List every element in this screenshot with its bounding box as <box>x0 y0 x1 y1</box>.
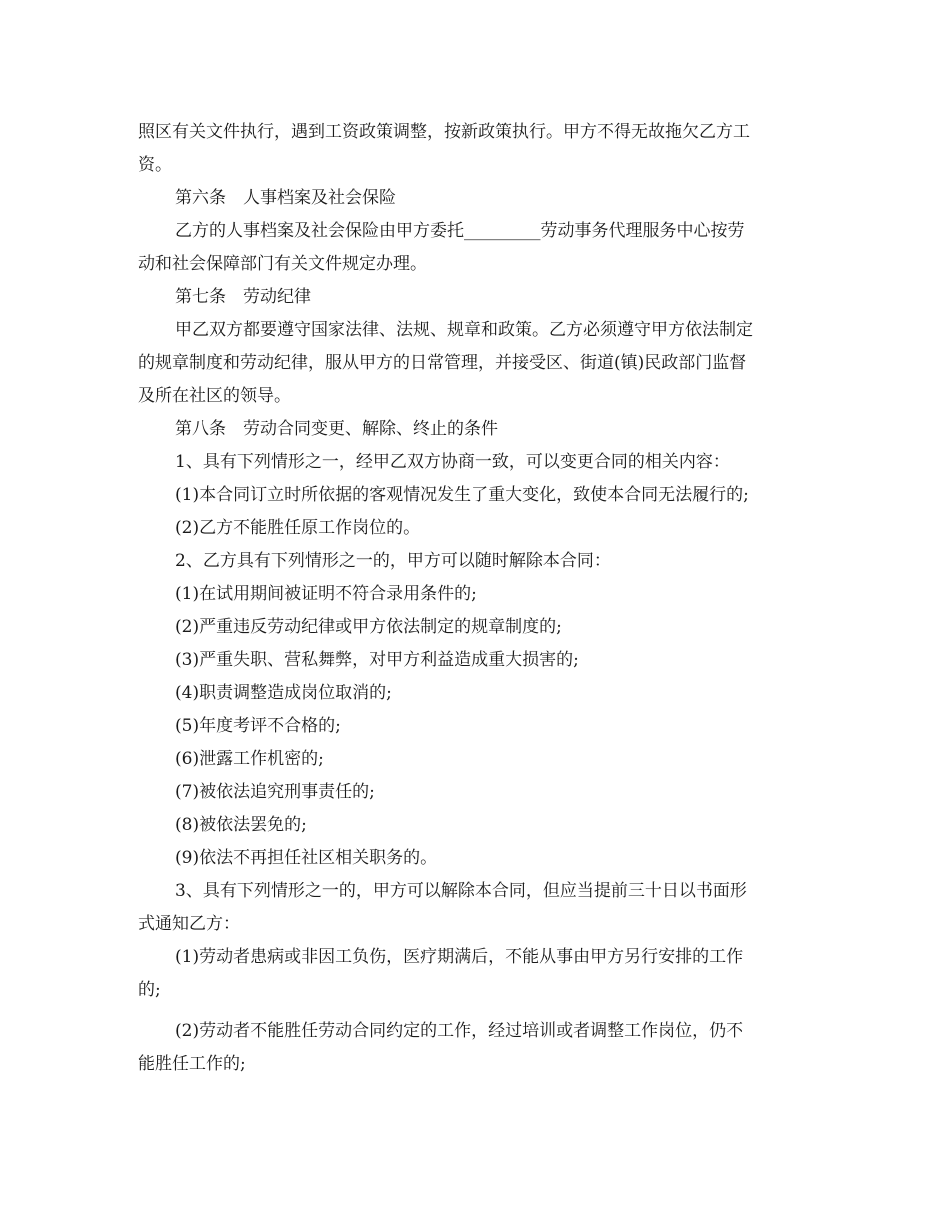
text-line: 照区有关文件执行，遇到工资政策调整，按新政策执行。甲方不得无故拖欠乙方工 <box>138 122 750 142</box>
text-line: 甲乙双方都要遵守国家法律、法规、规章和政策。乙方必须遵守甲方依法制定 <box>175 320 753 340</box>
text-line: 第六条 人事档案及社会保险 <box>175 188 396 208</box>
text-line: (2)乙方不能胜任原工作岗位的。 <box>175 518 421 538</box>
text-line: 能胜任工作的; <box>138 1054 246 1074</box>
text-line: 的; <box>138 980 161 1000</box>
text-line: (2)严重违反劳动纪律或甲方依法制定的规章制度的; <box>175 617 562 637</box>
text-line: 3、具有下列情形之一的，甲方可以解除本合同，但应当提前三十日以书面形 <box>175 881 747 901</box>
text-line: 的规章制度和劳动纪律，服从甲方的日常管理，并接受区、街道(镇)民政部门监督 <box>138 353 747 373</box>
text-line: 1、具有下列情形之一，经甲乙双方协商一致，可以变更合同的相关内容： <box>175 452 730 472</box>
text-line: 第七条 劳动纪律 <box>175 287 311 307</box>
text-line: (8)被依法罢免的; <box>175 815 307 835</box>
text-line: (1)本合同订立时所依据的客观情况发生了重大变化，致使本合同无法履行的; <box>175 485 749 505</box>
text-line: 第八条 劳动合同变更、解除、终止的条件 <box>175 419 498 439</box>
text-line: (5)年度考评不合格的; <box>175 716 341 736</box>
paragraph-gap <box>138 1007 818 1015</box>
text-line: 2、乙方具有下列情形之一的，甲方可以随时解除本合同： <box>175 551 611 571</box>
text-line: (1)劳动者患病或非因工负伤，医疗期满后，不能从事由甲方另行安排的工作 <box>175 947 744 967</box>
text-line: 及所在社区的领导。 <box>138 386 291 406</box>
text-line: (3)严重失职、营私舞弊，对甲方利益造成重大损害的; <box>175 650 579 670</box>
text-line: 乙方的人事档案及社会保险由甲方委托_________劳动事务代理服务中心按劳 <box>175 221 745 241</box>
text-line: (7)被依法追究刑事责任的; <box>175 782 375 802</box>
text-line: 动和社会保障部门有关文件规定办理。 <box>138 254 427 274</box>
text-line: (1)在试用期间被证明不符合录用条件的; <box>175 584 477 604</box>
text-line: (2)劳动者不能胜任劳动合同约定的工作，经过培训或者调整工作岗位，仍不 <box>175 1021 744 1041</box>
text-line: (6)泄露工作机密的; <box>175 749 324 769</box>
text-line: 资。 <box>138 155 172 175</box>
text-line: 式通知乙方： <box>138 914 240 934</box>
text-line: (9)依法不再担任社区相关职务的。 <box>175 848 438 868</box>
text-line: (4)职责调整造成岗位取消的; <box>175 683 392 703</box>
document-body <box>138 116 818 1081</box>
